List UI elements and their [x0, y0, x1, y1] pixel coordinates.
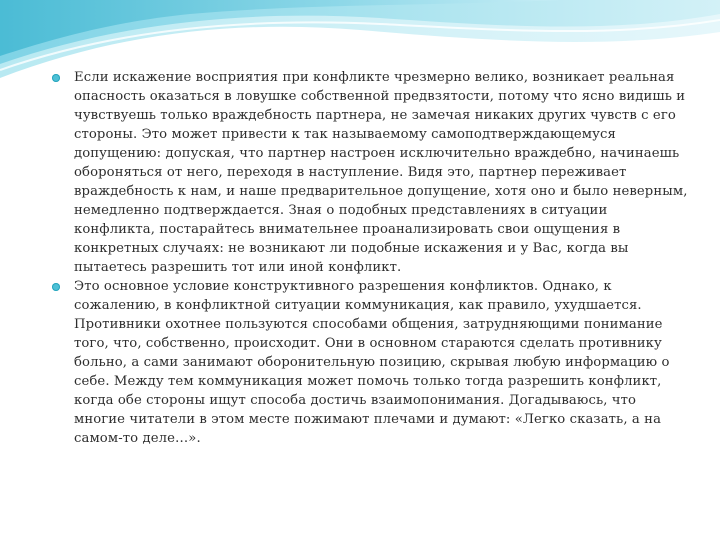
- bullet-item: [50, 277, 690, 448]
- circle-bullet-icon: [52, 74, 60, 82]
- bullet-item: [50, 68, 690, 277]
- circle-bullet-icon: [52, 283, 60, 291]
- bullet-list: [50, 68, 690, 448]
- bullet-text: Это основное условие конструктивного разрешения конфликтов. Однако, к сожалению, в конфликтной ситуации коммуникация, как правило, ухудшается. Противники охотнее пользуются способами общения, затрудняющими понимание того, что, собственно, происходит. Они в основном стараются сделать противнику больно, а сами занимают оборонительную позицию, скрывая любую информацию о себе. Между тем коммуникация может помочь только тогда разрешить конфликт, когда обе стороны ищут способа достичь взаимопонимания. Догадываюсь, что многие читатели в этом месте пожимают плечами и думают: «Легко сказать, а на самом-то деле…».: [74, 279, 670, 446]
- bullet-text: Если искажение восприятия при конфликте чрезмерно велико, возникает реальная опасность оказаться в ловушке собственной предвзятости, потому что ясно видишь и чувствуешь только враждебность партнера, не замечая никаких других чувств с его стороны. Это может привести к так называемому самоподтверждающемуся допущению: допуская, что партнер настроен исключительно враждебно, начинаешь обороняться от него, переходя в наступление. Видя это, партнер переживает враждебность к нам, и наше предварительное допущение, хотя оно и было неверным, немедленно подтверждается. Зная о подобных представлениях в ситуации конфликта, постарайтесь внимательнее проанализировать свои ощущения в конкретных случаях: не возникают ли подобные искажения и у Вас, когда вы пытаетесь разрешить тот или иной конфликт.: [74, 70, 688, 275]
